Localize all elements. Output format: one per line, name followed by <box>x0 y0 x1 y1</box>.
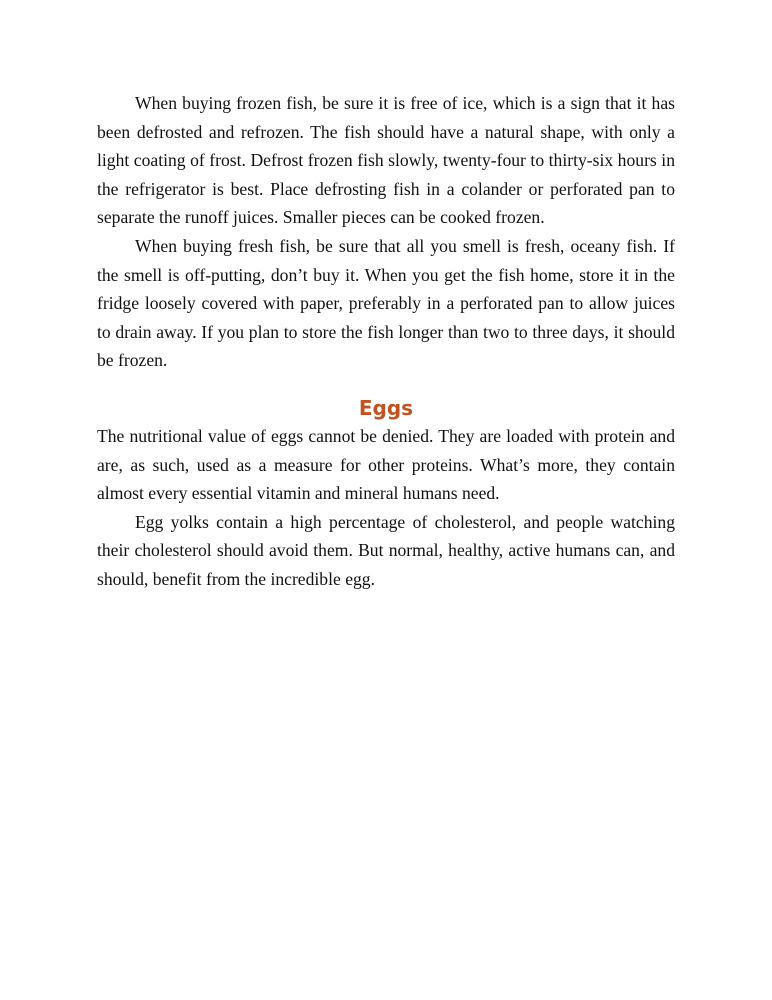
section-heading-eggs: Eggs <box>358 395 414 420</box>
paragraph-egg-yolks: Egg yolks contain a high percentage of cholesterol, and people watching their cholesterol should avoid them. But normal, healthy, active humans can, and should, benefit from the incredible egg. <box>97 511 675 589</box>
paragraph-eggs-nutrition: The nutritional value of eggs cannot be denied. They are loaded with protein and are, as such, used as a measure for other proteins. What’s more, they contain almost every essential vitamin and mineral humans need. <box>97 425 675 504</box>
document-page <box>97 89 675 594</box>
paragraph-frozen-fish: When buying frozen fish, be sure it is free of ice, which is a sign that it has been defrosted and refrozen. The fish should have a natural shape, with only a light coating of frost. Defrost frozen fish slowly, twenty-four to thirty-six hours in the refrigerator is best. Place defrosting fish in a colander or perforated pan to separate the runoff juices. Smaller pieces can be cooked frozen. <box>97 93 675 228</box>
paragraph-fresh-fish: When buying fresh fish, be sure that all you smell is fresh, oceany fish. If the smell is off-putting, don’t buy it. When you get the fish home, store it in the fridge loosely covered with paper, preferably in a perforated pan to allow juices to drain away. If you plan to store the fish longer than two to three days, it should be frozen. <box>97 235 675 371</box>
